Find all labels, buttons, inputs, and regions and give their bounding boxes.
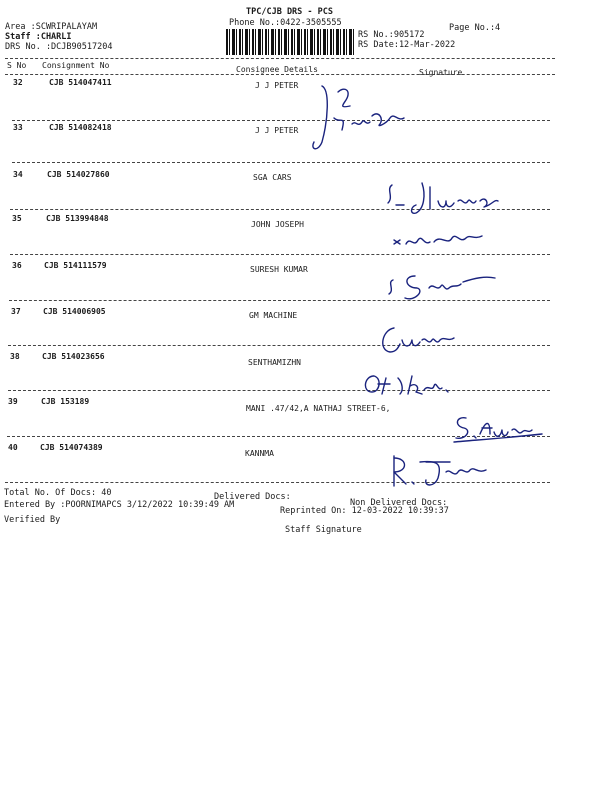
signature-row-38	[360, 368, 470, 408]
signature-row-40	[386, 452, 506, 492]
non-delivered-docs: Non Delivered Docs:	[350, 498, 448, 508]
barcode	[226, 29, 354, 55]
signature-row-37	[376, 322, 476, 362]
row-sno: 35	[12, 214, 22, 223]
row-consignment: CJB 153189	[41, 397, 90, 406]
row-consignee: KANNMA	[245, 449, 274, 458]
column-header-signature: Signature	[419, 68, 463, 77]
signature-row-34	[382, 175, 502, 225]
row-divider	[12, 162, 550, 163]
area-label: Area :SCWRIPALAYAM	[5, 22, 98, 32]
row-divider	[12, 120, 550, 121]
row-sno: 37	[11, 307, 21, 316]
document-title: TPC/CJB DRS - PCS	[246, 7, 333, 17]
row-sno: 33	[13, 123, 23, 132]
page-number: Page No.:4	[449, 23, 501, 33]
staff-signature-label: Staff Signature	[285, 525, 362, 535]
row-consignee: SENTHAMIZHN	[248, 358, 301, 367]
row-consignment: CJB 514006905	[43, 307, 106, 316]
row-consignee: SGA CARS	[253, 173, 292, 182]
staff-label: Staff :CHARLI	[5, 32, 72, 42]
header-divider-top	[5, 58, 555, 59]
row-consignment: CJB 514027860	[47, 170, 110, 179]
column-header-consignee: Consignee Details	[236, 65, 318, 74]
row-consignment: CJB 514047411	[49, 78, 112, 87]
row-consignment: CJB 514111579	[44, 261, 107, 270]
row-sno: 32	[13, 78, 23, 87]
row-consignment: CJB 514023656	[42, 352, 105, 361]
row-consignee: GM MACHINE	[249, 311, 298, 320]
row-sno: 36	[12, 261, 22, 270]
row-sno: 34	[13, 170, 23, 179]
delivered-docs: Delivered Docs:	[214, 492, 291, 502]
row-consignment: CJB 514074389	[40, 443, 103, 452]
header-divider-bottom	[5, 74, 555, 75]
row-sno: 40	[8, 443, 18, 452]
signature-row-35	[390, 226, 490, 256]
row-consignee: JOHN JOSEPH	[251, 220, 304, 229]
signature-row-36	[385, 268, 505, 308]
row-consignee: J J PETER	[255, 126, 299, 135]
total-docs: Total No. Of Docs: 40	[4, 488, 112, 498]
row-sno: 38	[10, 352, 20, 361]
phone-number: Phone No.:0422-3505555	[229, 18, 342, 28]
row-sno: 39	[8, 397, 18, 406]
rs-date: RS Date:12-Mar-2022	[358, 40, 456, 50]
rs-number: RS No.:905172	[358, 30, 425, 40]
column-header-consignment: Consignment No	[42, 61, 110, 70]
column-header-sno: S No	[7, 61, 27, 70]
verified-by: Verified By	[4, 515, 61, 525]
signature-row-39	[446, 410, 546, 450]
drs-number: DRS No. :DCJB90517204	[5, 42, 113, 52]
row-consignee: J J PETER	[255, 81, 299, 90]
row-consignment: CJB 514082418	[49, 123, 112, 132]
reprinted-on: Reprinted On: 12-03-2022 10:39:37	[280, 506, 449, 516]
entered-by: Entered By :POORNIMAPCS 3/12/2022 10:39:49 AM	[4, 500, 235, 510]
signature-rows-32-33	[300, 80, 420, 160]
row-consignee: MANI .47/42,A NATHAJ STREET-6,	[246, 404, 391, 413]
row-consignee: SURESH KUMAR	[250, 265, 308, 274]
row-consignment: CJB 513994848	[46, 214, 109, 223]
